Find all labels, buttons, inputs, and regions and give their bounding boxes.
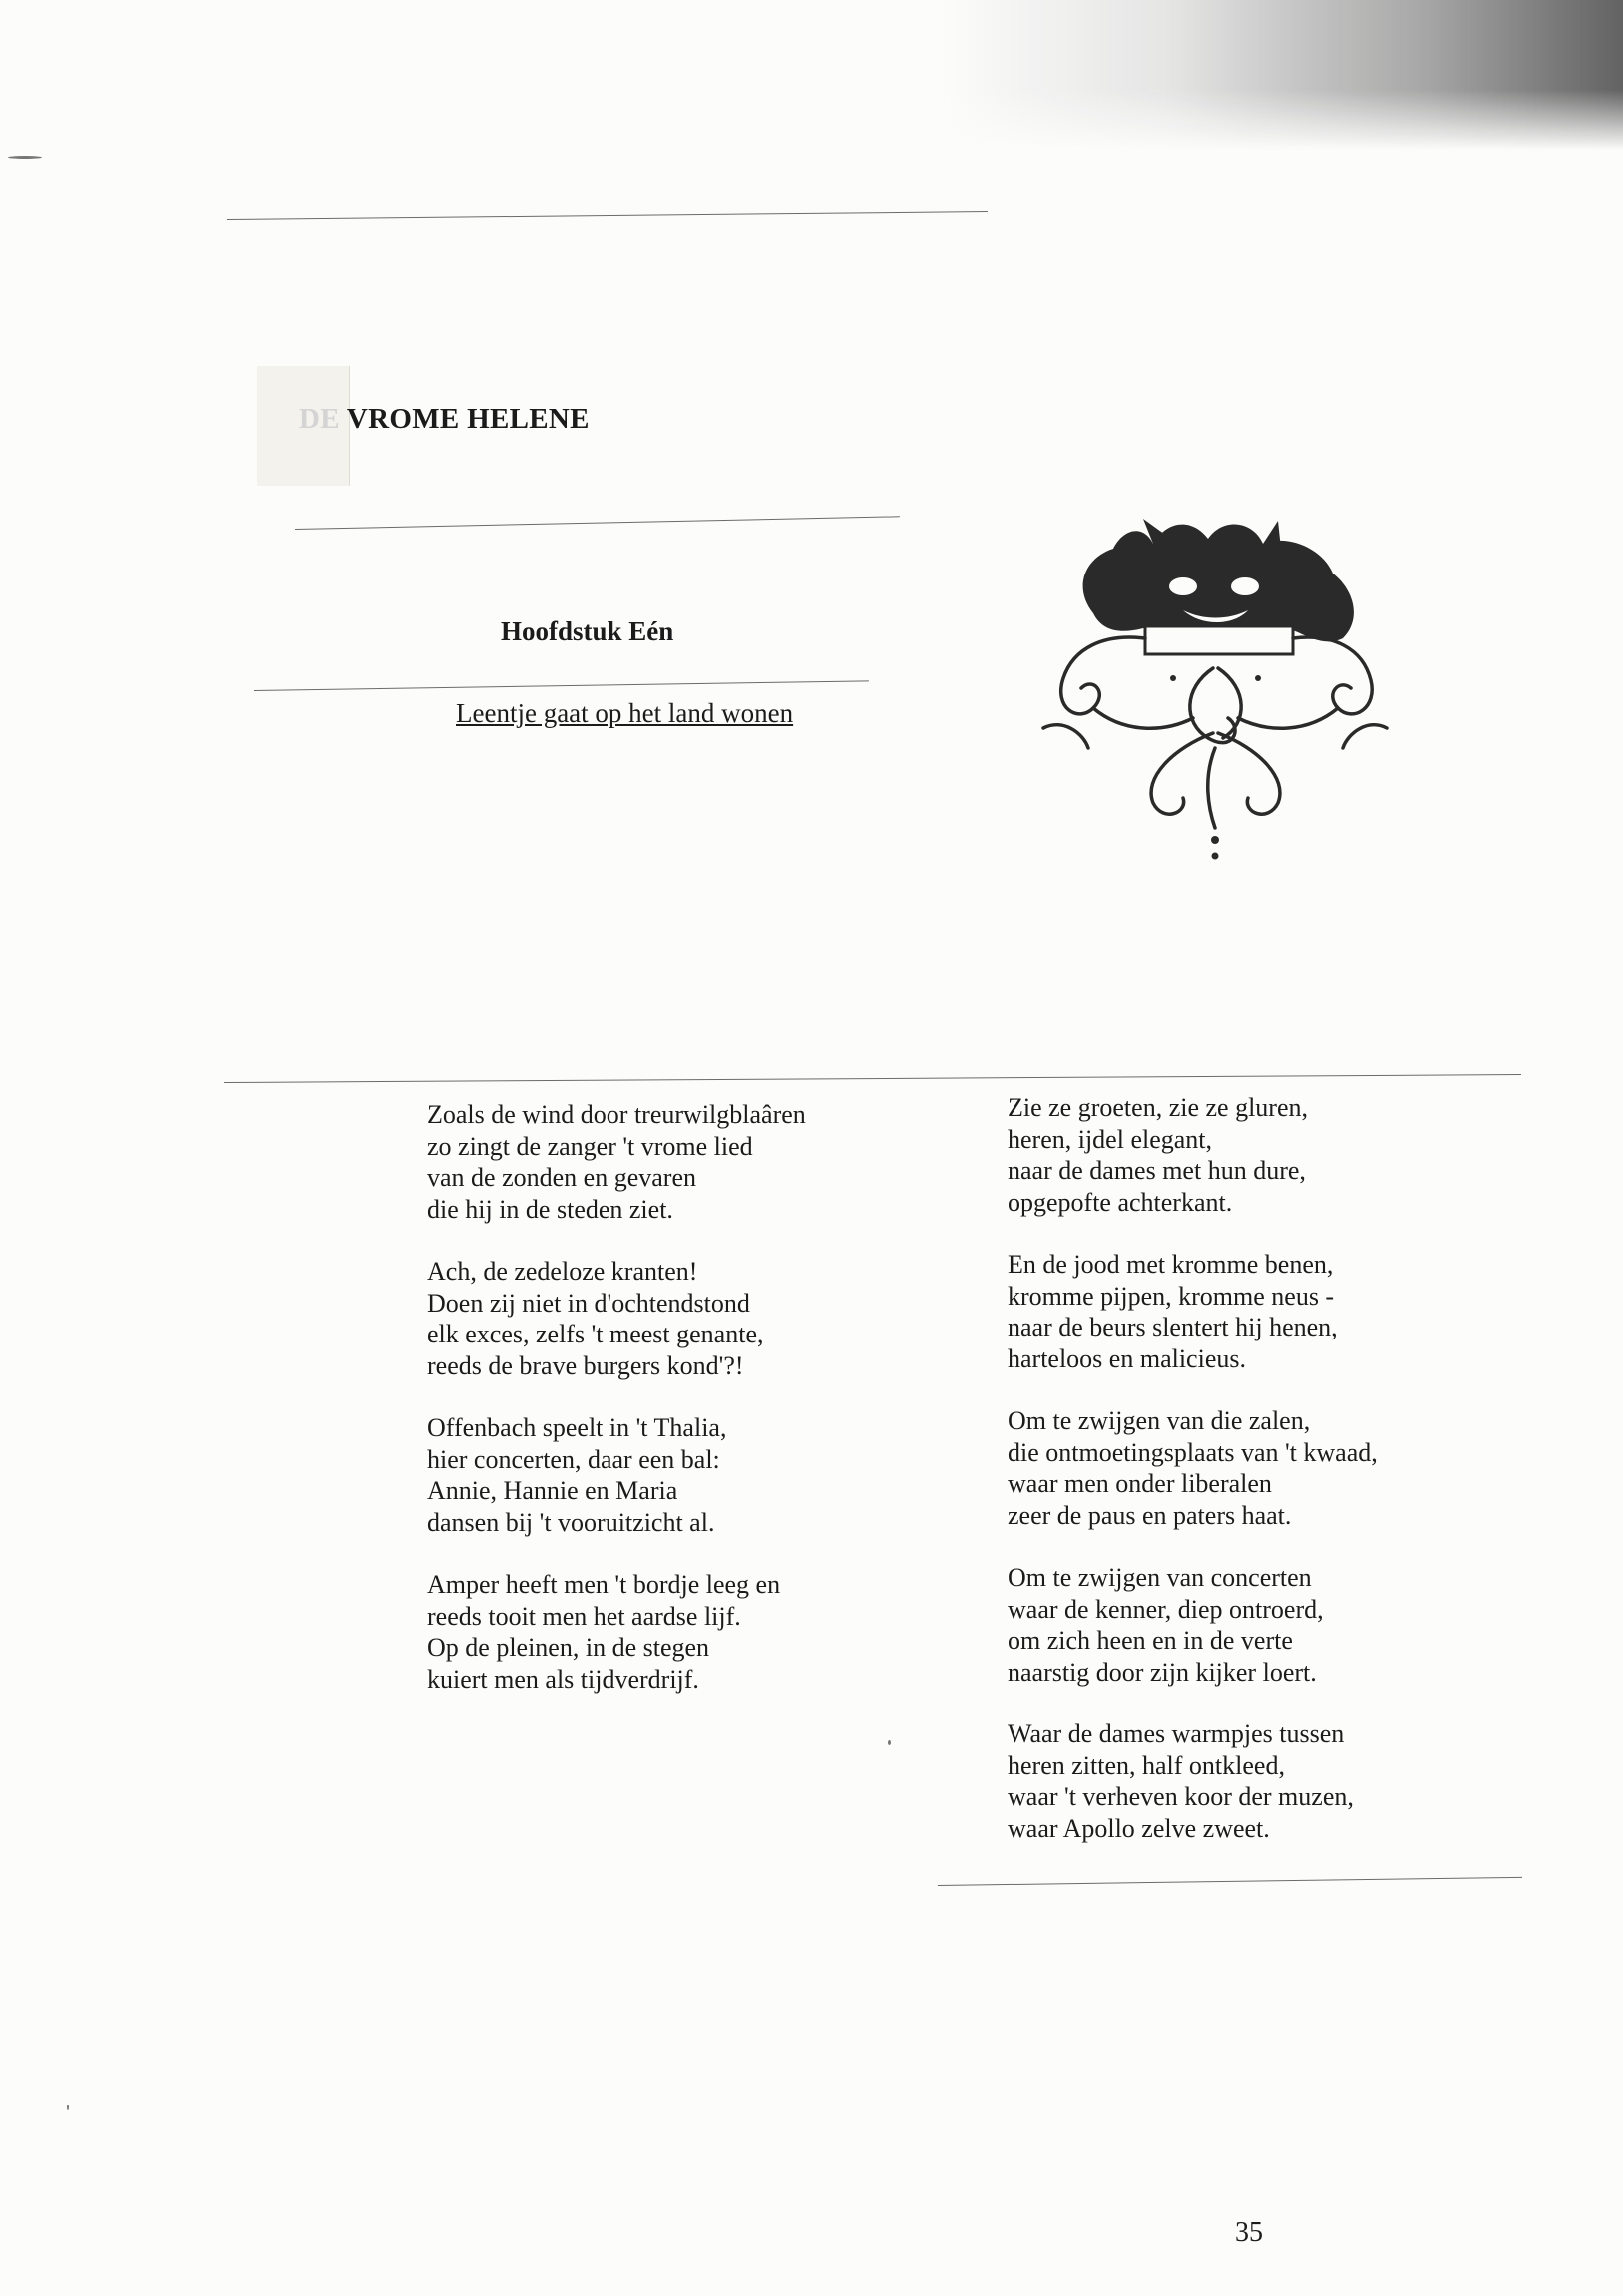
poem-line: hier concerten, daar een bal: xyxy=(427,1444,720,1474)
poem-line: opgepofte achterkant. xyxy=(1008,1187,1233,1217)
divider-under-chapter xyxy=(254,680,869,691)
stanza xyxy=(1008,1405,1526,1531)
poem-line: Amper heeft men 't bordje leeg en xyxy=(427,1570,781,1599)
poem-line: heren zitten, half ontkleed, xyxy=(1008,1750,1285,1780)
poem-column-right xyxy=(1008,1092,1526,1875)
title-main: VROME HELENE xyxy=(346,403,590,435)
poem-line: zeer de paus en paters haat. xyxy=(1008,1500,1292,1530)
poem-line: Annie, Hannie en Maria xyxy=(427,1476,678,1505)
divider-top xyxy=(227,211,988,220)
poem-line: heren, ijdel elegant, xyxy=(1008,1124,1213,1154)
stanza xyxy=(1008,1249,1526,1374)
poem-line: kuiert men als tijdverdrijf. xyxy=(427,1664,699,1694)
divider-above-poem xyxy=(224,1074,1521,1083)
poem-line: elk exces, zelfs 't meest genante, xyxy=(427,1320,764,1348)
poem-line: om zich heen en in de verte xyxy=(1008,1626,1293,1655)
poem-line: naar de dames met hun dure, xyxy=(1008,1156,1306,1185)
divider-under-title xyxy=(295,516,900,530)
stanza xyxy=(1008,1092,1526,1218)
poem-line: naarstig door zijn kijker loert. xyxy=(1008,1657,1317,1687)
poem-line: Ach, de zedeloze kranten! xyxy=(427,1257,698,1286)
chapter-heading: Hoofdstuk Eén xyxy=(501,616,674,646)
poem-column-left xyxy=(427,1099,926,1725)
scan-speck xyxy=(8,156,42,159)
chapter-subtitle: Leentje gaat op het land wonen xyxy=(456,698,794,728)
poem-line: zo zingt de zanger 't vrome lied xyxy=(427,1131,753,1161)
poem-line: Om te zwijgen van die zalen, xyxy=(1008,1406,1311,1435)
poem-line: naar de beurs slentert hij henen, xyxy=(1008,1313,1338,1341)
page-number: 35 xyxy=(1235,2217,1263,2248)
grotesque-face-ornament-icon xyxy=(1033,519,1397,863)
poem-line: En de jood met kromme benen, xyxy=(1008,1250,1334,1279)
poem-line: Waar de dames warmpjes tussen xyxy=(1008,1720,1345,1748)
poem-line: Om te zwijgen van concerten xyxy=(1008,1563,1312,1592)
poem-line: van de zonden en gevaren xyxy=(427,1163,696,1192)
poem-line: waar 't verheven koor der muzen, xyxy=(1008,1782,1354,1811)
poem-line: waar men onder liberalen xyxy=(1008,1469,1272,1498)
poem-line: waar Apollo zelve zweet. xyxy=(1008,1813,1270,1843)
poem-line: Zoals de wind door treurwilgblaâren xyxy=(427,1100,806,1129)
poem-line: dansen bij 't vooruitzicht al. xyxy=(427,1507,715,1537)
title-faded-prefix: DE xyxy=(299,403,340,435)
poem-line: die ontmoetingsplaats van 't kwaad, xyxy=(1008,1437,1378,1467)
divider-below-poem xyxy=(938,1877,1522,1886)
poem-line: Op de pleinen, in de stegen xyxy=(427,1633,710,1662)
poem-line: Doen zij niet in d'ochtendstond xyxy=(427,1288,750,1318)
stanza xyxy=(427,1099,926,1225)
stanza xyxy=(1008,1562,1526,1688)
scan-speck xyxy=(888,1740,891,1745)
poem-line: die hij in de steden ziet. xyxy=(427,1194,673,1224)
poem-line: reeds de brave burgers kond'?! xyxy=(427,1350,744,1380)
poem-line: harteloos en malicieus. xyxy=(1008,1343,1246,1373)
poem-line: Zie ze groeten, zie ze gluren, xyxy=(1008,1093,1308,1122)
book-title xyxy=(299,403,590,436)
scan-shadow xyxy=(0,0,1623,150)
poem-line: reeds tooit men het aardse lijf. xyxy=(427,1601,741,1631)
poem-line: Offenbach speelt in 't Thalia, xyxy=(427,1413,727,1442)
poem-line: waar de kenner, diep ontroerd, xyxy=(1008,1594,1324,1624)
stanza xyxy=(427,1412,926,1538)
stanza xyxy=(427,1569,926,1695)
stanza xyxy=(1008,1719,1526,1844)
scan-speck xyxy=(67,2105,69,2110)
stanza xyxy=(427,1256,926,1381)
poem-line: kromme pijpen, kromme neus - xyxy=(1008,1281,1335,1311)
